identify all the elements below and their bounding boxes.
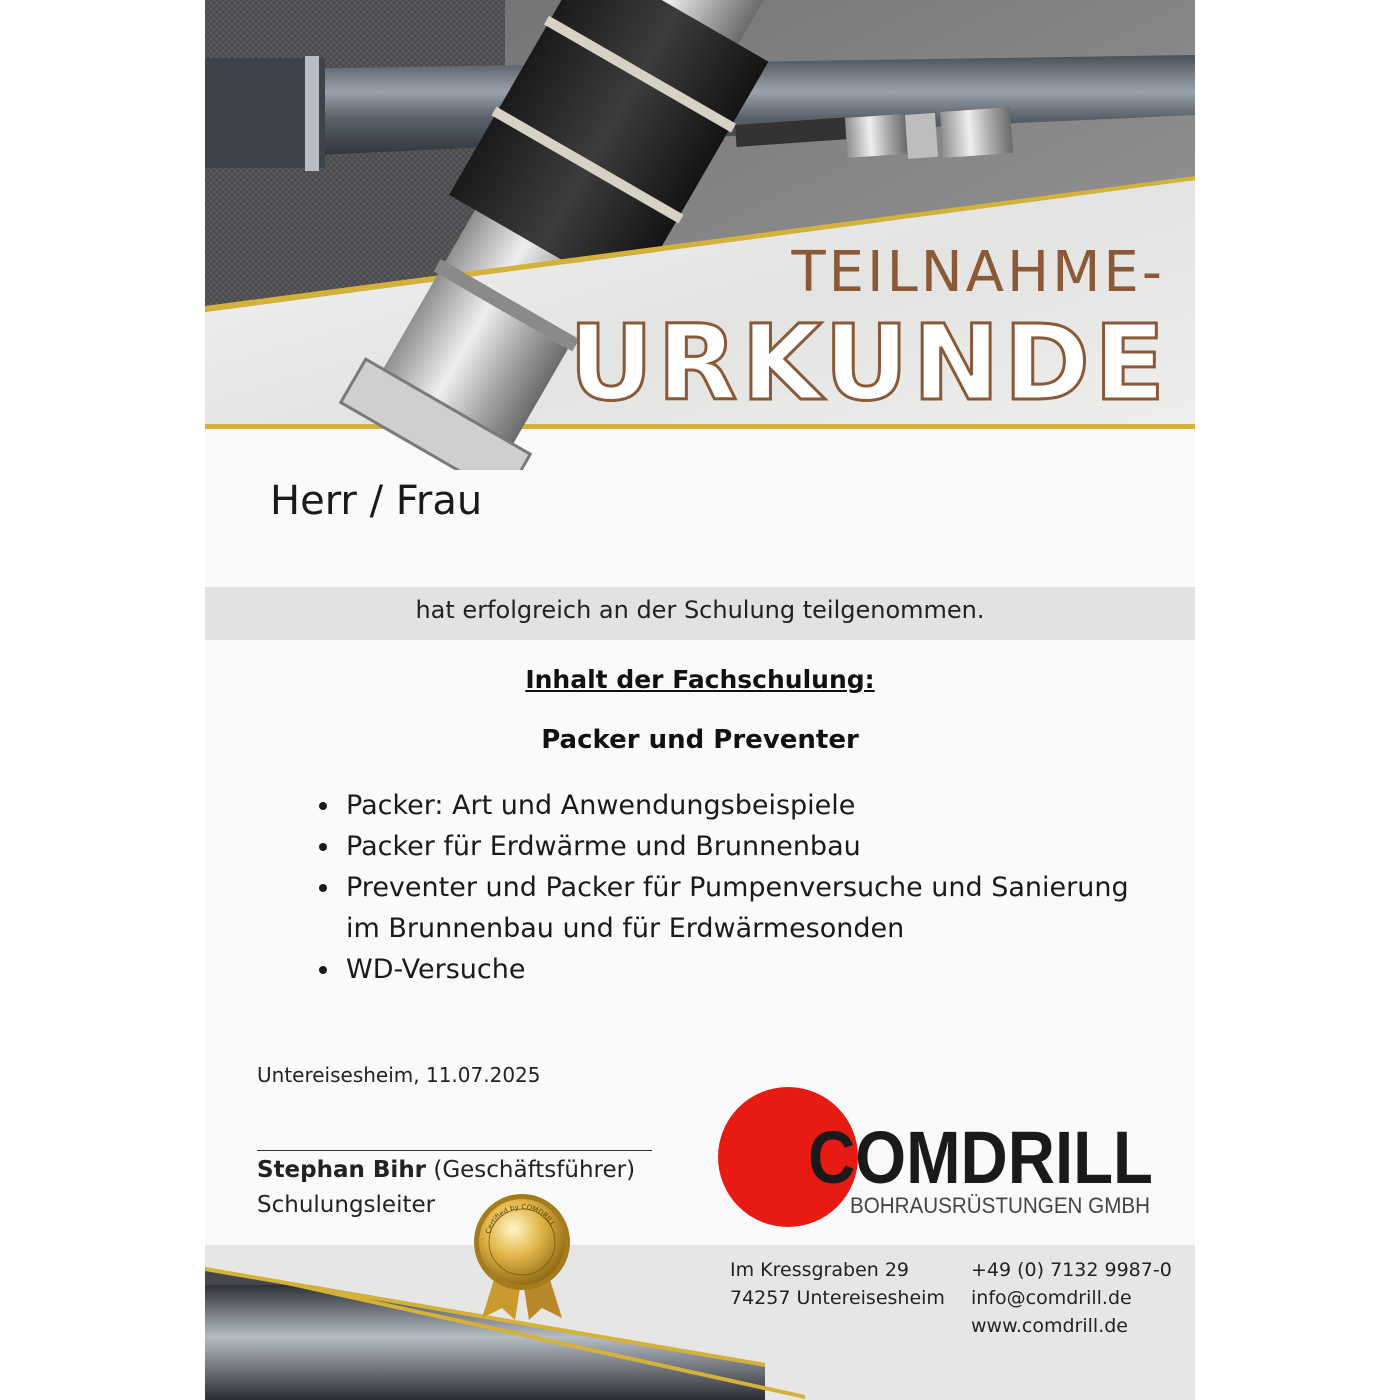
seal-text: Certified by COMDRILL [484, 1202, 557, 1235]
street: Im Kressgraben 29 [730, 1259, 910, 1281]
phone: +49 (0) 7132 9987-0 [971, 1259, 1172, 1281]
list-item: • Packer für Erdwärme und Brunnenbau [342, 826, 1142, 867]
contact-block [971, 1256, 1172, 1340]
signer-name: Stephan Bihr [257, 1157, 427, 1183]
city: 74257 Untereisesheim [730, 1287, 945, 1309]
signer [257, 1157, 635, 1183]
salutation: Herr / Frau [270, 478, 483, 524]
topic-list [310, 785, 1142, 990]
certificate [205, 0, 1195, 1400]
gold-seal-icon [467, 1190, 577, 1320]
place-date: Untereisesheim, 11.07.2025 [257, 1063, 541, 1087]
logo-wordmark: COMDRILL [808, 1116, 1153, 1199]
signer-title: (Geschäftsführer) [426, 1157, 636, 1183]
logo-subtitle: BOHRAUSRÜSTUNGEN GMBH [850, 1193, 1150, 1218]
comdrill-logo [710, 1085, 1160, 1235]
signature-line [257, 1150, 652, 1151]
list-item: • Packer: Art und Anwendungsbeispiele [342, 785, 1142, 826]
signer-role: Schulungsleiter [257, 1192, 436, 1218]
completion-text: hat erfolgreich an der Schulung teilgenommen. [415, 596, 985, 624]
email-link[interactable]: info@comdrill.de [971, 1287, 1132, 1309]
certificate-title-line2: URKUNDE [568, 302, 1169, 424]
certificate-title-line1: TEILNAHME- [791, 240, 1165, 305]
address-block [730, 1256, 945, 1312]
content-heading: Inhalt der Fachschulung: [525, 665, 875, 694]
list-item: • WD-Versuche [342, 949, 1142, 990]
list-item: • Preventer und Packer für Pumpenversuche und Sanierung im Brunnenbau und für Erdwärmesonden [342, 867, 1142, 949]
course-title: Packer und Preventer [541, 725, 859, 755]
website-link[interactable]: www.comdrill.de [971, 1315, 1128, 1337]
